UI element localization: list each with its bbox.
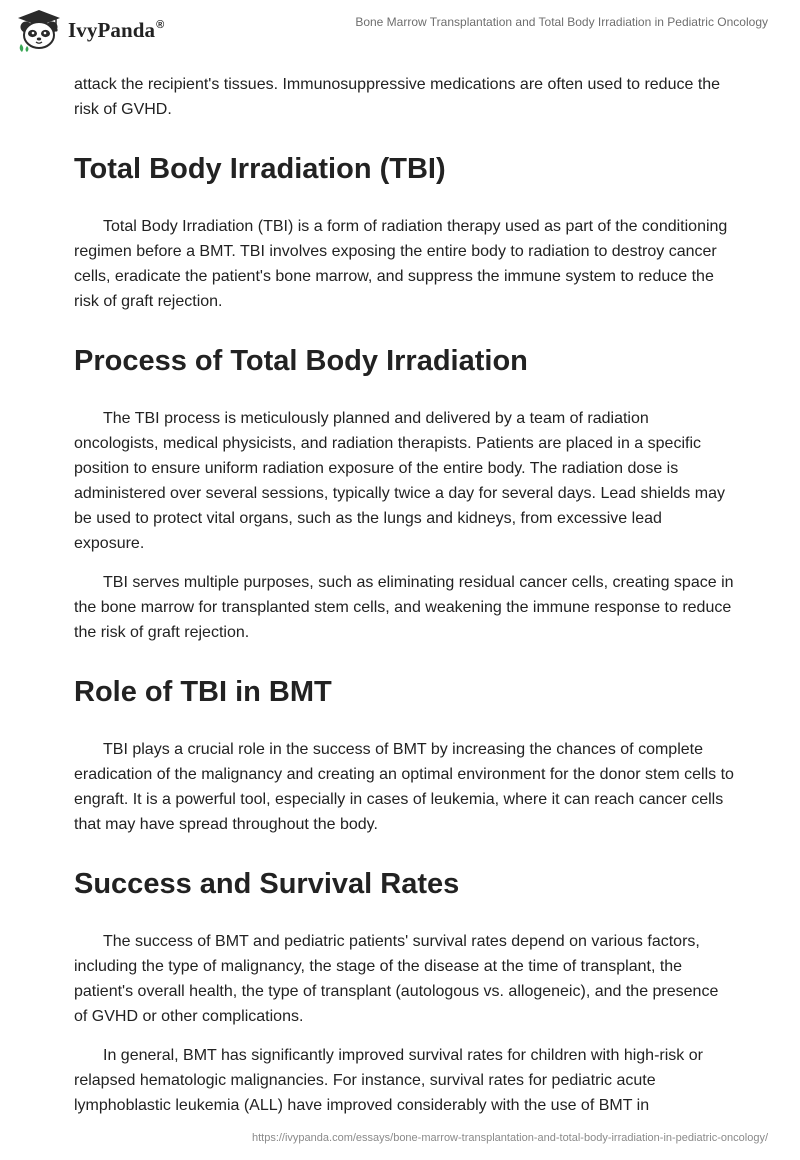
brand-text: IvyPanda — [68, 17, 156, 42]
essay-body — [74, 72, 734, 1132]
paragraph: The success of BMT and pediatric patients' survival rates depend on various factors, including the type of malignancy, the stage of the disease at the time of transplant, the patient's overall health, the type of transplant (autologous vs. allogeneic), and the presence of GVHD or other complications. — [74, 933, 719, 1025]
ivypanda-logo[interactable] — [16, 8, 164, 52]
page-header — [0, 0, 800, 66]
paragraph: In general, BMT has significantly improved survival rates for children with high-risk or relapsed hematologic malignancies. For instance, survival rates for pediatric acute lymphoblastic leukemia (ALL) have improved considerably with the use of BMT in — [74, 1047, 703, 1114]
paragraph: TBI plays a crucial role in the success of BMT by increasing the chances of complete eradication of the malignancy and creating an optimal environment for the donor stem cells to engraft. It is a powerful tool, especially in cases of leukemia, where it can reach cancer cells that may have spread throughout the body. — [74, 741, 734, 833]
paragraph: The TBI process is meticulously planned and delivered by a team of radiation oncologists, medical physicists, and radiation therapists. Patients are placed in a specific position to ensure uniform radiation exposure of the entire body. The radiation dose is administered over several sessions, typically twice a day for several days. Lead shields may be used to protect vital organs, such as the lungs and kidneys, from excessive lead exposure. — [74, 410, 725, 552]
source-url-link[interactable]: https://ivypanda.com/essays/bone-marrow-transplantation-and-total-body-irradiation-in-pediatric-oncology/ — [251, 1132, 768, 1144]
brand-name — [68, 18, 164, 43]
section-heading-survival: Success and Survival Rates — [74, 868, 460, 900]
document-title: Bone Marrow Transplantation and Total Body Irradiation in Pediatric Oncology — [355, 15, 768, 29]
section-heading-process: Process of Total Body Irradiation — [74, 345, 528, 377]
section-heading-role: Role of TBI in BMT — [74, 676, 332, 708]
section-heading-tbi: Total Body Irradiation (TBI) — [74, 153, 446, 185]
paragraph: TBI serves multiple purposes, such as eliminating residual cancer cells, creating space in the bone marrow for transplanted stem cells, and weakening the immune response to reduce the risk of graft rejection. — [74, 574, 734, 641]
panda-graduate-logo-icon — [16, 8, 62, 52]
intro-paragraph: attack the recipient's tissues. Immunosuppressive medications are often used to reduce the risk of GVHD. — [74, 76, 721, 118]
paragraph: Total Body Irradiation (TBI) is a form of radiation therapy used as part of the conditioning regimen before a BMT. TBI involves exposing the entire body to radiation to destroy cancer cells, eradicate the patient's bone marrow, and suppress the immune system to reduce the risk of graft rejection. — [74, 218, 728, 310]
registered-mark: ® — [156, 18, 165, 31]
